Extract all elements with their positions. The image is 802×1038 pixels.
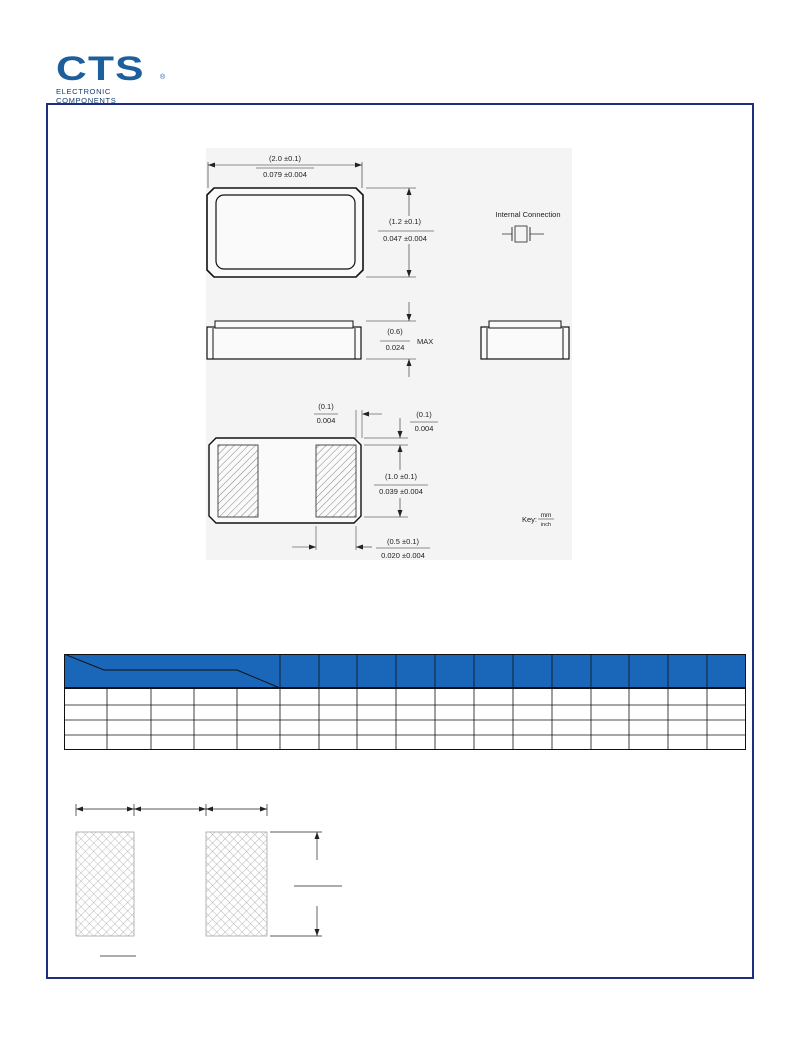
pad-width-mm: (0.5 ±0.1) [386, 537, 420, 546]
internal-connection [495, 210, 560, 242]
key-label: Key: [522, 515, 538, 524]
registered-mark: ® [160, 74, 166, 81]
gap-side-inch: 0.004 [414, 424, 434, 433]
height-mm: (0.6) [387, 327, 403, 336]
pad-length-mm: (1.0 ±0.1) [384, 472, 418, 481]
ordering-table [64, 654, 746, 750]
gap-top-mm: (0.1) [318, 402, 334, 411]
cts-logo [56, 50, 166, 105]
logo-wordmark: CTS [56, 50, 145, 88]
height-inch: 0.024 [385, 343, 405, 352]
length-inch: 0.079 ±0.004 [263, 170, 307, 179]
top-view [207, 154, 438, 277]
gap-side-mm: (0.1) [416, 410, 432, 419]
pad-layout [64, 796, 364, 971]
package-drawing [206, 148, 572, 560]
height-max: MAX [417, 337, 434, 346]
side-view [207, 302, 433, 377]
table-header [64, 654, 746, 688]
key-inch: inch [540, 522, 552, 528]
gap-top-inch: 0.004 [316, 416, 336, 425]
bottom-view [209, 402, 438, 560]
bottom-pad-right [316, 445, 356, 517]
units-key [522, 512, 554, 528]
drawing-svg [206, 148, 572, 560]
key-mm: mm [540, 512, 552, 519]
pad-layout-svg [64, 796, 364, 966]
end-view [481, 321, 569, 359]
width-mm: (1.2 ±0.1) [388, 217, 422, 226]
bottom-pad-left [218, 445, 258, 517]
logo-tagline: ELECTRONIC COMPONENTS [56, 87, 117, 105]
land-pad-left [76, 832, 134, 936]
width-inch: 0.047 ±0.004 [383, 234, 427, 243]
pad-length-inch: 0.039 ±0.004 [379, 487, 423, 496]
length-mm: (2.0 ±0.1) [268, 154, 302, 163]
internal-connection-label: Internal Connection [495, 210, 561, 219]
land-pad-right [206, 832, 267, 936]
ordering-table-svg [64, 654, 746, 750]
pad-width-inch: 0.020 ±0.004 [381, 551, 425, 560]
